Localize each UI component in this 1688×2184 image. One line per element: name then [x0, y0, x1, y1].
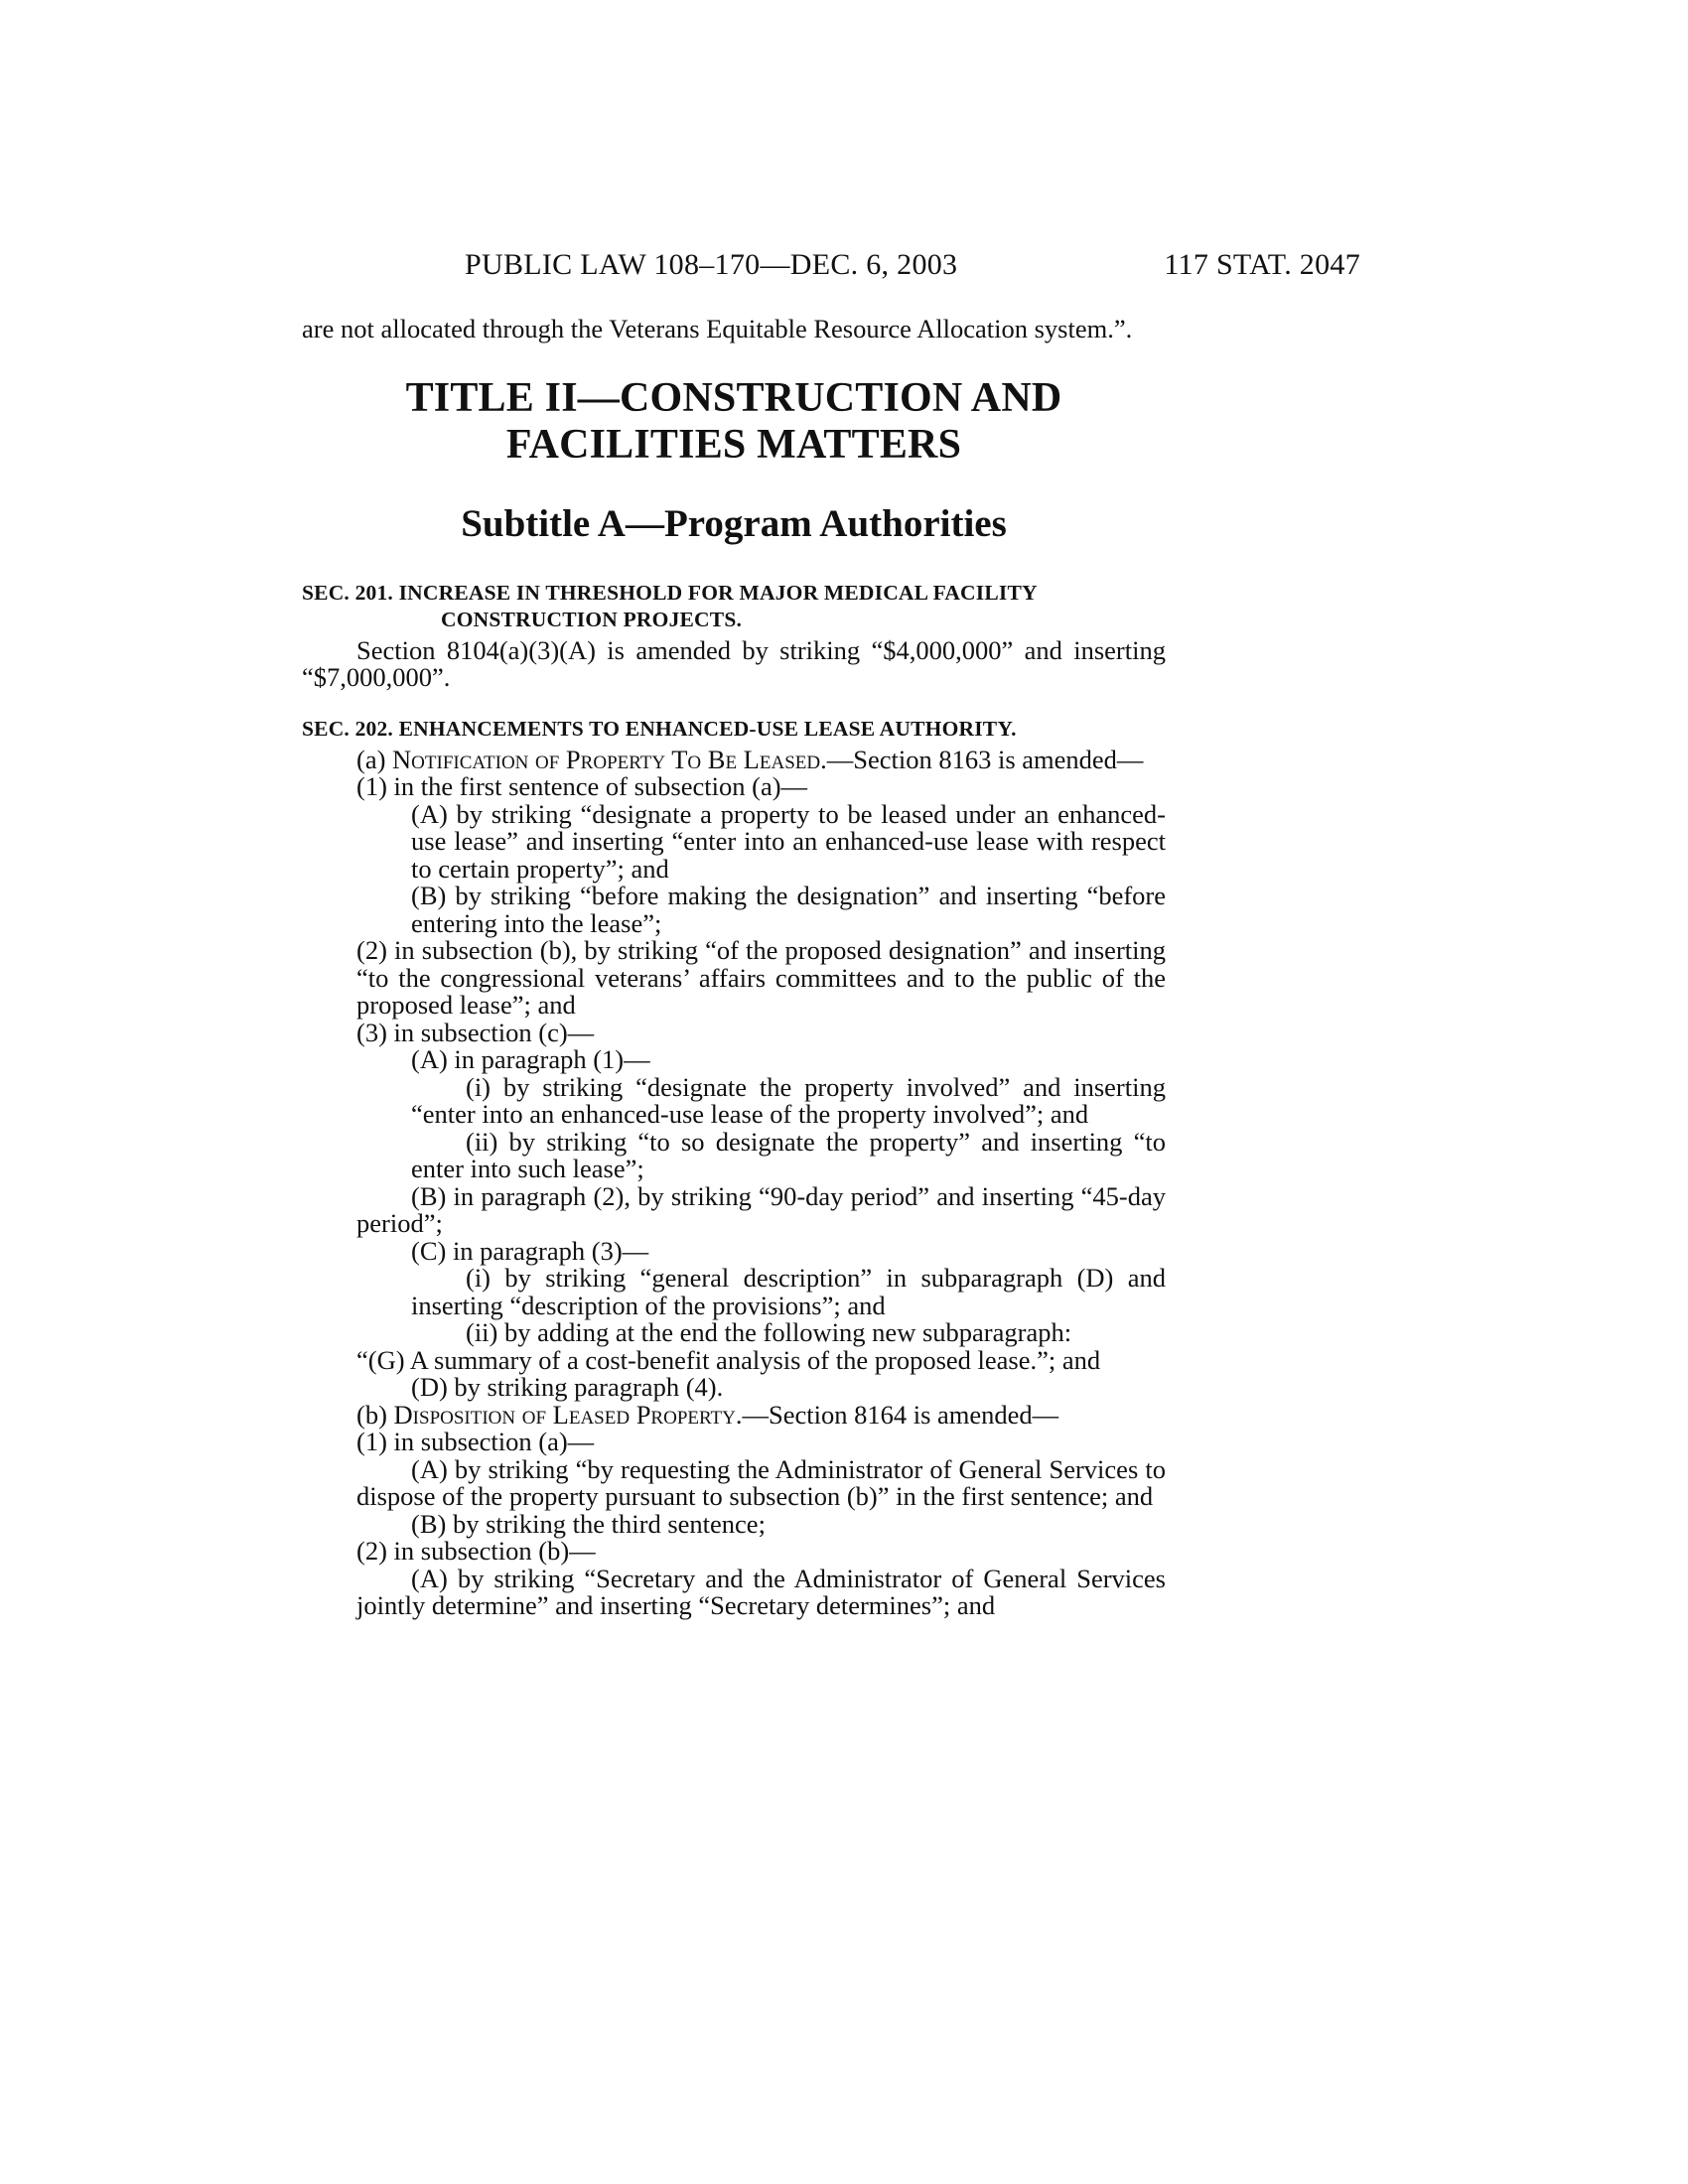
paragraph-a1B: (B) by striking “before making the designation” and inserting “before entering into the lease”;	[411, 881, 1166, 938]
title-line-2: FACILITIES MATTERS	[505, 421, 962, 468]
stat-page-number: 117 STAT. 2047	[1164, 248, 1360, 281]
sec-202-heading: SEC. 202. ENHANCEMENTS TO ENHANCED-USE LEASE AUTHORITY.	[302, 716, 1017, 741]
paragraph-a1: (1) in the first sentence of subsection (a)—	[356, 771, 808, 801]
paragraph-a3B: (B) in paragraph (2), by striking “90-day period” and inserting “45-day period”;	[356, 1180, 1166, 1238]
subsection-b	[302, 1399, 1166, 1430]
paragraph-a3A: (A) in paragraph (1)—	[411, 1044, 650, 1074]
law-title: PUBLIC LAW 108–170—DEC. 6, 2003	[465, 248, 958, 281]
paragraph-a3C: (C) in paragraph (3)—	[411, 1235, 649, 1266]
paragraph-a3: (3) in subsection (c)—	[356, 1017, 595, 1047]
paragraph-b1: (1) in subsection (a)—	[356, 1427, 595, 1456]
continuation-paragraph: are not allocated through the Veterans Equitable Resource Allocation system.”.	[302, 314, 1133, 343]
paragraph-b1B: (B) by striking the third sentence;	[411, 1508, 766, 1539]
sec-201-heading: SEC. 201. INCREASE IN THRESHOLD FOR MAJOR MEDICAL FACILITY CONSTRUCTION PROJECTS.	[302, 580, 1037, 631]
subsection-b-caption: Disposition of Leased Property.	[393, 1399, 743, 1430]
subsection-b-label: (b)	[356, 1399, 394, 1430]
subsection-b-rest: —Section 8164 is amended—	[742, 1399, 1059, 1430]
subsection-a-label: (a)	[356, 744, 393, 774]
paragraph-a3Aii: (ii) by striking “to so designate the property” and inserting “to enter into such lease”;	[411, 1126, 1166, 1183]
paragraph-a3CG: “(G) A summary of a cost-benefit analysis of the proposed lease.”; and	[356, 1344, 1101, 1375]
paragraph-a3Ai: (i) by striking “designate the property involved” and inserting “enter into an enhanced-use lease of the property involved”; and	[411, 1071, 1166, 1129]
title-line-1: TITLE II—CONSTRUCTION AND	[405, 374, 1062, 421]
title-heading	[302, 375, 1166, 469]
paragraph-a3Cii: (ii) by adding at the end the following new subparagraph:	[466, 1317, 1072, 1347]
paragraph-b2: (2) in subsection (b)—	[356, 1536, 596, 1566]
running-head	[298, 248, 1360, 288]
paragraph-a2: (2) in subsection (b), by striking “of the proposed designation” and inserting “to the congressional veterans’ affairs committees and to the public of the proposed lease”; and	[356, 935, 1166, 1020]
subtitle-heading: Subtitle A—Program Authorities	[461, 501, 1007, 545]
subsection-a-caption: Notification of Property To Be Leased.	[392, 744, 827, 774]
paragraph-a1A: (A) by striking “designate a property to be leased under an enhanced-use lease” and inserting “enter into an enhanced-use lease with respect to certain property”; and	[411, 798, 1166, 884]
sec-201-body: Section 8104(a)(3)(A) is amended by striking “$4,000,000” and inserting “$7,000,000”.	[302, 634, 1166, 692]
subsection-a	[302, 744, 1166, 774]
body-text	[302, 316, 1166, 1620]
paragraph-b1A: (A) by striking “by requesting the Administrator of General Services to dispose of the property pursuant to subsection (b)” in the first sentence; and	[356, 1453, 1166, 1511]
paragraph-a3Ci: (i) by striking “general description” in subparagraph (D) and inserting “description of the provisions”; and	[411, 1263, 1166, 1320]
paragraph-b2A: (A) by striking “Secretary and the Administrator of General Services jointly determine” and inserting “Secretary determines”; and	[356, 1563, 1166, 1620]
subsection-a-rest: —Section 8163 is amended—	[826, 744, 1144, 774]
paragraph-a3D: (D) by striking paragraph (4).	[411, 1372, 724, 1402]
